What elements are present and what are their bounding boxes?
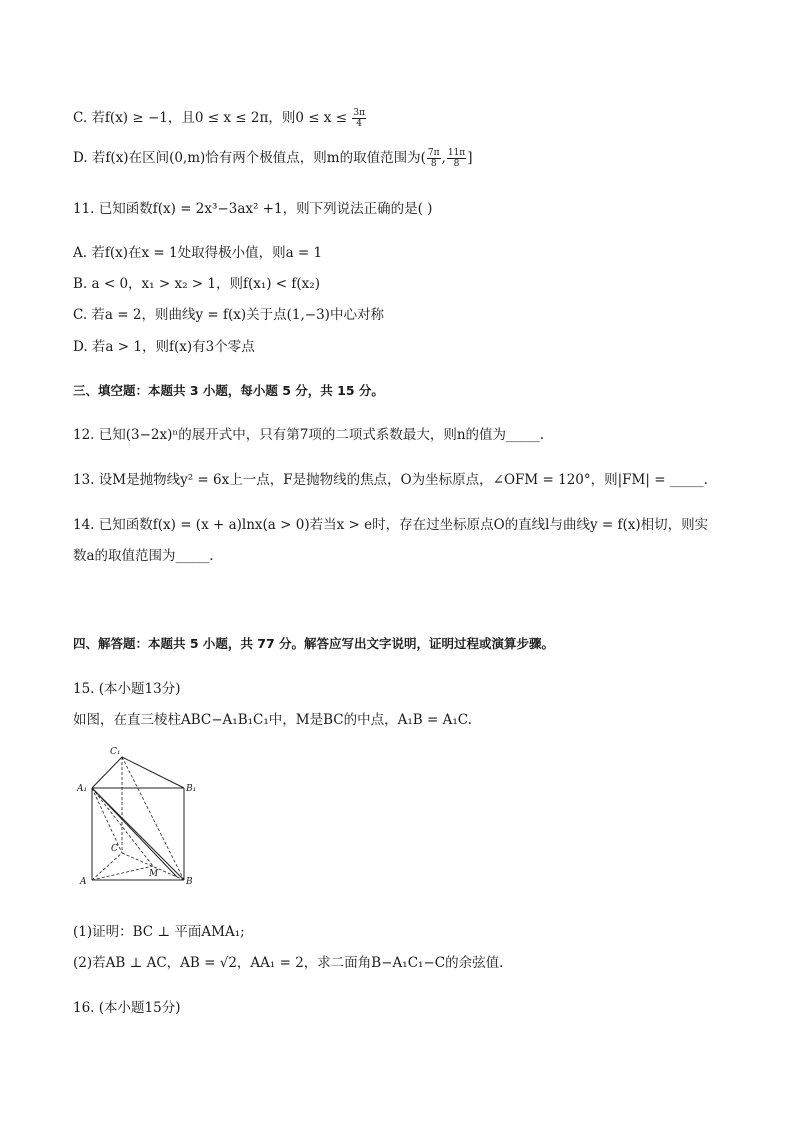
- q15-part-2: (2)若AB ⊥ AC，AB = √2，AA₁ = 2，求二面角B−A₁C₁−C的余弦值.: [73, 955, 504, 971]
- q11-option-d: D. 若a > 1，则f(x)有3个零点: [73, 339, 255, 355]
- fraction-numerator: 7π: [427, 148, 440, 158]
- segment-a-m: [92, 866, 153, 880]
- fraction-denominator: 4: [356, 119, 363, 129]
- edge-c1-a1: [92, 757, 122, 788]
- q12: 12. 已知(3−2x)ⁿ的展开式中，只有第7项的二项式系数最大，则n的值为_____.: [73, 427, 545, 443]
- edge-c1-b1: [122, 757, 184, 788]
- segment-c1-b: [122, 757, 184, 880]
- q14-line-2: 数a的取值范围为_____.: [73, 548, 214, 564]
- q10-option-d: D. 若f(x)在区间(0,m)恰有两个极值点，则m的取值范围为( $\frac{7\pi}{8}$ , $\frac{11\pi}{8}$ ]: [73, 148, 473, 169]
- q10-option-c-text: C. 若f(x) ≥ −1，且0 ≤ x ≤ 2π，则0 ≤ x ≤: [73, 110, 348, 126]
- label-m: M: [149, 869, 159, 879]
- q11-option-c: C. 若a = 2，则曲线y = f(x)关于点(1,−3)中心对称: [73, 307, 384, 323]
- label-c: C: [111, 844, 118, 854]
- q10-option-d-close: ]: [467, 150, 473, 166]
- label-a1: A₁: [77, 784, 88, 794]
- q15-header: 15. (本小题13分): [73, 681, 181, 697]
- prism-figure: [73, 743, 198, 891]
- section-3-heading: 三、填空题：本题共 3 小题，每小题 5 分，共 15 分。: [73, 383, 384, 398]
- edge-a-c: [92, 853, 122, 880]
- q16-header: 16. (本小题15分): [73, 1000, 181, 1016]
- q10-option-c: [73, 108, 723, 129]
- label-b1: B₁: [186, 784, 197, 794]
- segment-a1-m-front: [92, 788, 177, 877]
- fraction-numerator: 11π: [447, 148, 466, 158]
- q11-option-a: A. 若f(x)在x = 1处取得极小值，则a = 1: [73, 245, 323, 261]
- q14-line-1: 14. 已知函数f(x) = (x + a)lnx(a > 0)若当x > e时，存在过坐标原点O的直线l与曲线y = f(x)相切，则实: [73, 517, 709, 533]
- q13: 13. 设M是抛物线y² = 6x上一点，F是抛物线的焦点，O为坐标原点，∠OFM = 120°，则|FM| = _____.: [73, 472, 708, 488]
- q10-option-c-fraction: [352, 108, 366, 129]
- prism-diagram: [73, 743, 198, 891]
- q11-stem: 11. 已知函数f(x) = 2x³−3ax² +1，则下列说法正确的是( ): [73, 201, 433, 217]
- fraction-denominator: 8: [430, 159, 437, 169]
- label-a: A: [80, 877, 87, 887]
- q10-option-d-text: D. 若f(x)在区间(0,m)恰有两个极值点，则m的取值范围为(: [73, 150, 426, 166]
- q15-stem: 如图，在直三棱柱ABC−A₁B₁C₁中，M是BC的中点，A₁B = A₁C.: [73, 712, 472, 728]
- fraction-denominator: 8: [453, 159, 460, 169]
- q15-part-1: (1)证明：BC ⊥ 平面AMA₁;: [73, 924, 245, 940]
- label-c1: C₁: [110, 747, 121, 757]
- section-4-heading: 四、解答题：本题共 5 小题，共 77 分。解答应写出文字说明，证明过程或演算步骤。: [73, 636, 555, 651]
- q11-option-b: B. a < 0，x₁ > x₂ > 1，则f(x₁) < f(x₂): [73, 276, 320, 292]
- q10-option-d-fraction-2: [447, 148, 466, 169]
- q10-option-d-fraction-1: [427, 148, 441, 169]
- fraction-numerator: 3π: [353, 108, 365, 118]
- label-b: B: [186, 877, 193, 887]
